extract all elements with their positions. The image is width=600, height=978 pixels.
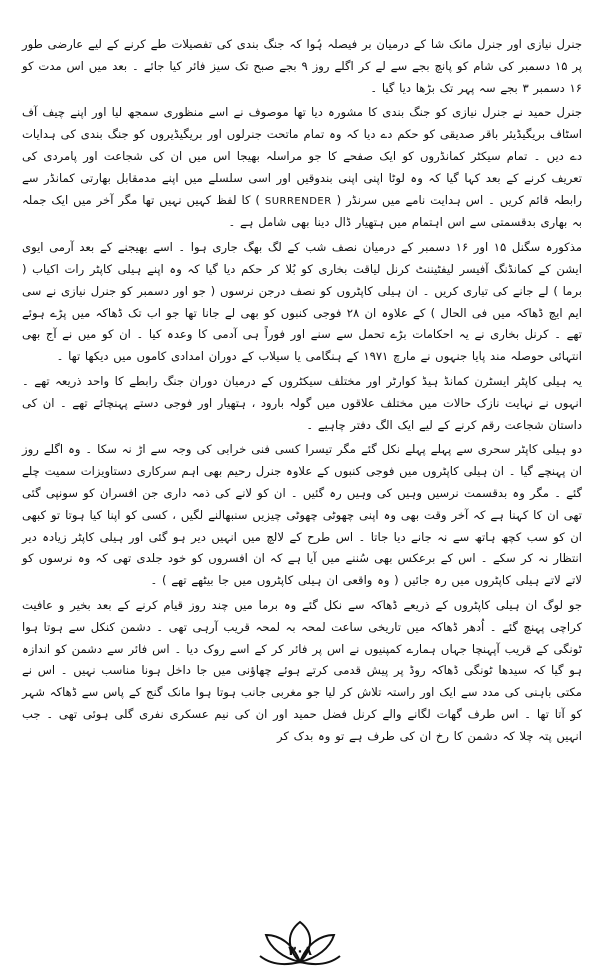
paragraph-helicopter-orders [22, 237, 582, 368]
paragraph-nurses-left-behind [22, 439, 582, 592]
paragraph-enemy-advance [22, 595, 582, 748]
paragraph-surrender-signal [22, 102, 582, 234]
paragraph-ceasefire-terms [22, 34, 582, 99]
latin-term: SURRENDER [264, 195, 332, 207]
page-number: ۳۰۸ [288, 944, 312, 959]
paragraph-text: مذکورہ سگنل ۱۵ اور ۱۶ دسمبر کے درمیان نصف شب کے لگ بھگ جاری ہوا ۔ اسے بھیجنے کے بعد آرمی ایوی ایشن کے کمانڈنگ آفیسر لیفٹیننٹ کرنل لیاقت بخاری کو بُلا کر حکم دیا گیا کہ وہ اپنے ہیلی کاپٹر رات اکیاب ( برما ) لے جانے کی تیاری کریں ۔ ان ہیلی کاپٹروں کو نصف درجن نرسوں ( جو اور دسمبر کو جنرل نیازی نے سی ایم ایچ ڈھاکہ میں فی الحال ) کے علاوہ ان ۲۸ فوجی کنبوں کو بھی لے جانا تھا جو اب تک ڈھاکہ میں پڑے ہوئے تھے ۔ کرنل بخاری نے یہ احکامات بڑے تحمل سے سنے اور فوراً ہی آدمی کا وعدہ کیا ۔ ان کو میں نے آج بھی انتہائی حوصلہ مند پایا جنہوں نے مارچ ۱۹۷۱ کے ہنگامی یا سیلاب کے دوران امدادی کاموں میں دیکھا تھا ۔ [22, 240, 583, 364]
paragraph-helicopter-role [22, 371, 582, 436]
page-footer [0, 918, 600, 968]
page-body [22, 34, 582, 751]
paragraph-text: جو لوگ ان ہیلی کاپٹروں کے ذریعے ڈھاکہ سے نکل گئے وہ برما میں چند روز قیام کرنے کے بعد بخیر و عافیت کراچی پہنچ گئے ۔ اُدھر ڈھاکہ میں تاریخی ساعت لمحہ بہ لمحہ قریب آرہی تھی ۔ دشمن کنکل سے ہوتا ہوا ٹونگی کے قریب آپہنچا جہاں ہمارے کمپنیوں نے اس پر فائر کر کے اسے روک دیا ۔ اس فائر سے دشمن کو اندازہ ہو گیا کہ سیدھا ٹونگی ڈھاکہ روڈ پر پیش قدمی کرتے ہوئے چھاؤنی میں جا داخل ہونا مناسب نہیں ۔ اس نے مکتی باہنی کی مدد سے ایک اور راستہ تلاش کر لیا جو مغربی جانب ہوتا ہوا مانک گنج کے پاس سے ڈھاکہ شہر کو آتا تھا ۔ اس طرف گھات لگانے والے کرنل فضل حمید اور ان کی نیم عسکری نفری گلی ہوئی تھی ۔ جب انہیں پتہ چلا کہ دشمن کا رخ ان کی طرف ہے تو وہ بدک کر [22, 597, 582, 743]
paragraph-text: ) کا لفظ کہیں نہیں تھا مگر آخر میں ایک جملہ بہ بھاری بدقسمتی سے اس اہتمام میں ہتھیار ڈال دینا بھی شامل ہے ۔ [22, 192, 582, 230]
paragraph-text: جنرل حمید نے جنرل نیازی کو جنگ بندی کا مشورہ دیا تھا موصوف نے اسے منظوری سمجھ لیا اور اپنے چیف آف اسٹاف بریگیڈیئر باقر صدیقی کو حکم دے دیا کہ وہ تمام ماتحت جنرلوں اور بریگیڈیروں کو جنگ بندی کی ہدایات دے دیں ۔ تمام سیکٹر کمانڈروں کو ایک صفحے کا جو مراسلہ بھیجا اس میں ان کی شجاعت اور پامردی کی تعریف کرنے کے بعد کہا گیا کہ وہ لوٹا اپنی اپنی بندوقیں اور اسی سلسلے میں اپنے مدمقابل بھارتی کمانڈر سے رابطہ قائم کریں ۔ اس ہدایت نامے میں سرنڈر ( [22, 105, 582, 207]
paragraph-text: دو ہیلی کاپٹر سحری سے پہلے پہلے نکل گئے مگر تیسرا کسی فنی خرابی کی وجہ سے اڑ نہ سکا ۔ وہ اگلے روز ان پہنچے گیا ۔ ان ہیلی کاپٹروں میں فوجی کنبوں کے علاوہ جنرل رحیم بھی اہم سرکاری دستاویزات سمیت چلے گئے ۔ مگر وہ بدقسمت نرسیں وہیں کی وہیں رہ گئیں ۔ ان کو لانے کی ذمہ داری جن افسران کو سونپی گئی تھی ان کا کہنا ہے کہ آخر وقت بھی وہ اپنی چھوٹی چھوٹی چیزیں سنبھالنے لگیں ، کسی کو اپنا کیا ہوتا تو کبھی ان کو سب کچھ ہاتھ سے نہ جانے دیا جاتا ۔ اس طرح کے لالچ میں انہیں دیر ہو گئی اور ہیلی کاپٹر زیادہ دیر انتظار نہ کر سکے ۔ اس کے برعکس بھی سُننے میں آیا ہے کہ ان افسروں کو خود جلدی تھی کہ وہ نرسوں کو لاتے لاتے ہیلی کاپٹروں میں رہ جائیں ( وہ واقعی ان ہیلی کاپٹروں میں جا بیٹھے تھے ) ۔ [22, 442, 582, 588]
paragraph-text: جنرل نیازی اور جنرل مانک شا کے درمیان بر فیصلہ ہُوا کہ جنگ بندی کی تفصیلات طے کرنے کے لیے عارضی طور پر ۱۵ دسمبر کی شام کو پانچ بجے سے لے کر اگلے روز ۹ بجے صبح تک سیز فائر کیا جائے ۔ بعد میں اس مدت کو ۱۶ دسمبر ۳ بجے سہ پہر تک بڑھا دیا گیا ۔ [22, 37, 583, 95]
lotus-ornament-icon [256, 918, 344, 968]
paragraph-text: یہ ہیلی کاپٹر ایسٹرن کمانڈ ہیڈ کوارٹر اور مختلف سیکٹروں کے درمیان دوران جنگ رابطے کا واحد ذریعہ تھے ۔ انہوں نے نہایت نازک حالات میں مختلف علاقوں میں گولہ بارود ، ہتھیار اور فوجی دستے پہنچائے تھے ۔ ان کی داستان شجاعت رقم کرنے کے لیے ایک الگ دفتر چاہیے ۔ [22, 373, 582, 432]
